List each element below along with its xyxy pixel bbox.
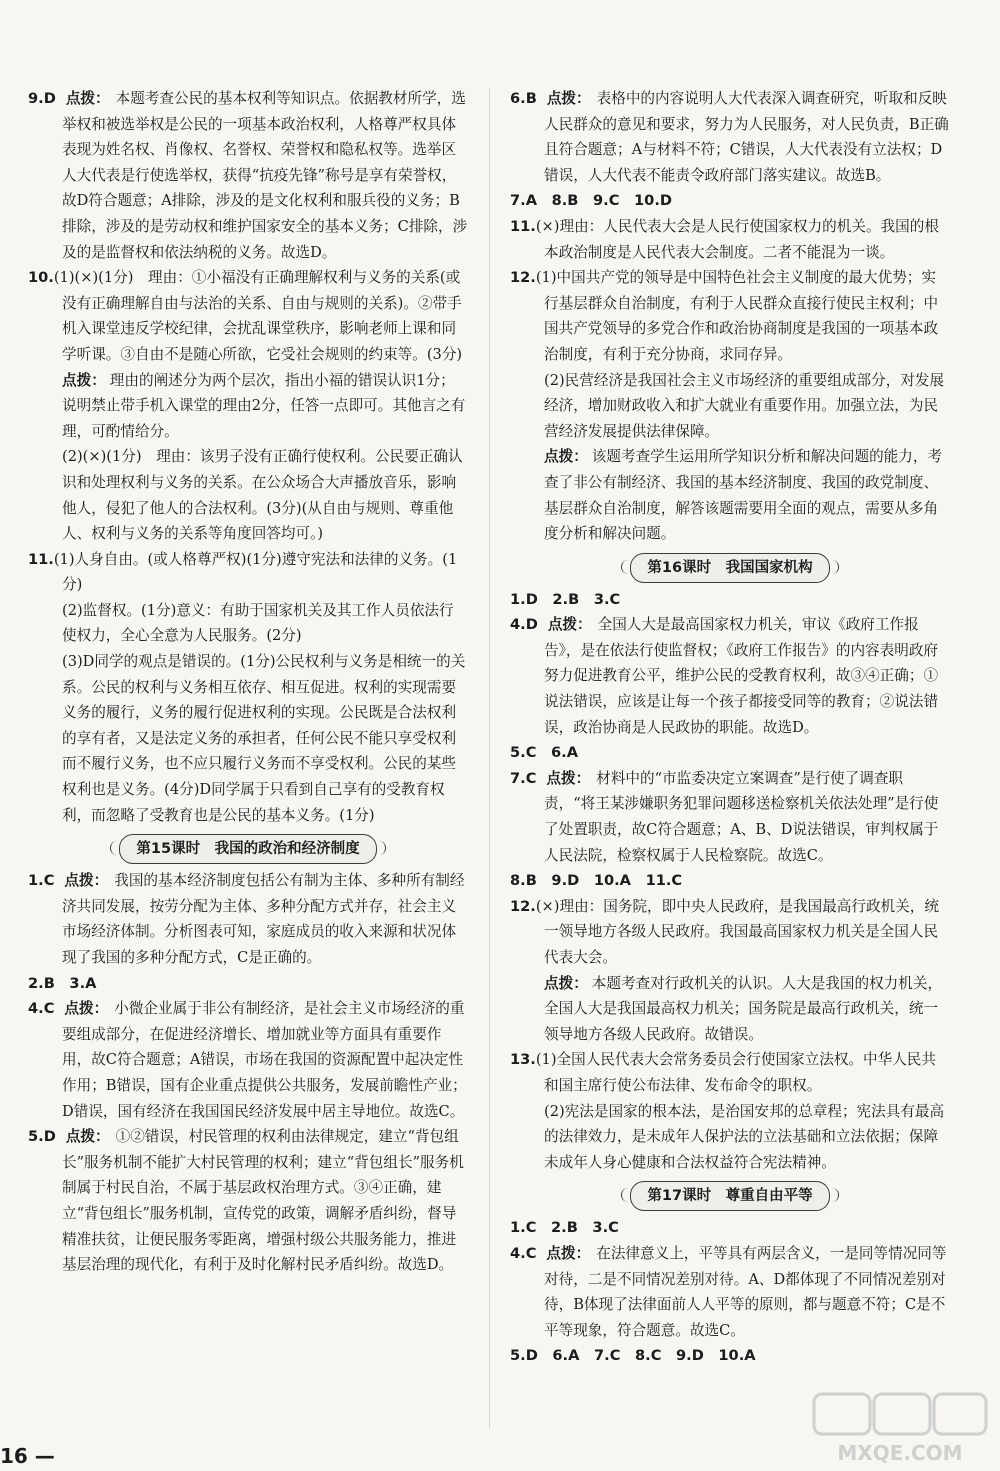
lesson-15-title: 第15课时 我国的政治和经济制度	[119, 834, 376, 864]
lesson16-answers-8-11: 8.B 9.D 10.A 11.C	[510, 872, 683, 890]
answer-6: 6.B 点拨： 表格中的内容说明人大代表深入调查研究，听取和反映人民群众的意见和要求，努力为人民服务，对人民负责，B正确且符合题意；A与材料不符；C错误，人大代表没有立法权；D错误，人大代表不能责令政府部门落实建议。故选B。	[510, 90, 949, 184]
answer-11: 11.(1)人身自由。(或人格尊严权)(1分)遵守宪法和法律的义务。(1分)	[28, 550, 458, 594]
page-number: 16 —	[0, 1444, 55, 1468]
svg-text:MXQE.COM: MXQE.COM	[837, 1441, 963, 1465]
answer-12: 12.(1)中国共产党的领导是中国特色社会主义制度的最大优势；实行基层群众自治制度，有利于人民群众直接行使民主权利；中国共产党领导的多党合作和政治协商制度是我国的一项基本政治制度，有利于充分协商，求同存异。	[510, 269, 939, 363]
lesson16-answer-7: 7.C 点拨： 材料中的“市监委决定立案调查”是行使了调查职责，“将王某涉嫌职务犯罪问题移送检察机关依法处理”是行使了处置职责，故C符合题意；A、B、D说法错误，审判权属于人民法院，检察权属于人民检察院。故选C。	[510, 769, 939, 864]
lesson15-answer-4: 4.C 点拨： 小微企业属于非公有制经济，是社会主义市场经济的重要组成部分，在促进经济增长、增加就业等方面具有重要作用，故C符合题意；A错误，市场在我国的资源配置中起决定性作用；B错误，国有企业重点提供公共服务，发展前瞻性产业；D错误，国有经济在我国国民经济发展中居主导地位。故选C。	[28, 1000, 467, 1120]
lesson16-answer-12: 12.(×)理由：国务院，即中央人民政府，是我国最高行政机关，统一领导地方各级人民政府。我国最高国家权力机关是全国人民代表大会。	[510, 897, 939, 966]
lesson16-answers-5-6: 5.C 6.A	[510, 744, 578, 762]
lesson15-answers-2-3: 2.B 3.A	[28, 974, 97, 992]
column-divider	[489, 88, 490, 1428]
left-column	[28, 86, 468, 1278]
answer-9: 9.D 点拨： 本题考查公民的基本权利等知识点。依据教材所学，选举权和被选举权是公民的一项基本政治权利，人格尊严权具体表现为姓名权、肖像权、名誉权、荣誉权和隐私权等。选举区人大代表是行使选举权，获得“抗疫先锋”称号是享有荣誉权，故D符合题意；A排除，涉及的是文化权利和服兵役的义务；B排除，涉及的是劳动权和维护国家安全的基本义务；C排除，涉及的是监督权和依法纳税的义务。故选D。	[28, 90, 468, 261]
answer-11-part3: (3)D同学的观点是错误的。(1分)公民权利与义务是相统一的关系。公民的权利与义务相互依存、相互促进。权利的实现需要义务的履行，义务的履行促进权利的实现。公民既是合法权利的享有者，又是法定义务的承担者，任何公民不能只享受权利而不履行义务，也不应只履行义务而不享受权利。公民的某些权利也是义务。(4分)D同学属于只看到自己享有的受教育权利，而忽略了受教育也是公民的基本义务。(1分)	[62, 653, 466, 824]
lesson15-answer-1: 1.C 点拨： 我国的基本经济制度包括公有制为主体、多种所有制经济共同发展，按劳分配为主体、多种分配方式并存，社会主义市场经济体制。分析图表可知，家庭成员的收入来源和状况体现了我国的多种分配方式，C是正确的。	[28, 872, 465, 966]
answer-10-note: 点拨： 理由的阐述分为两个层次，指出小福的错误认识1分；说明禁止带手机入课堂的理由2分，任答一点即可。其他言之有理，可酌情给分。	[62, 371, 466, 440]
lesson-17-title: 第17课时 尊重自由平等	[630, 1181, 829, 1211]
lesson17-answers-5-10: 5.D 6.A 7.C 8.C 9.D 10.A	[510, 1347, 756, 1365]
answer-10-part2: (2)(×)(1分) 理由：该男子没有正确行使权利。公民要正确认识和处理权利与义务的关系。在公众场合大声播放音乐，影响他人，侵犯了他人的合法权利。(3分)(从自由与规则、尊重他人、权利与义务的关系等角度回答均可。)	[62, 448, 463, 543]
lesson16-answer-13: 13.(1)全国人民代表大会常务委员会行使国家立法权。中华人民共和国主席行使公布法律、发布命令的职权。	[510, 1051, 936, 1094]
lesson16-answer-13-part2: (2)宪法是国家的根本法，是治国安邦的总章程；宪法具有最高的法律效力，是未成年人保护法的立法基础和立法依据；保障未成年人身心健康和合法权益符合宪法精神。	[544, 1102, 945, 1171]
lesson16-answer-4: 4.D 点拨： 全国人大是最高国家权力机关，审议《政府工作报告》，是在依法行使监督权；《政府工作报告》的内容表明政府努力促进教育公平，维护公民的受教育权利，故③④正确；①说法错误，应该是让每一个孩子都接受同等的教育；②说法错误，政治协商是人民政协的职能。故选D。	[510, 616, 939, 736]
answer-11-part2: (2)监督权。(1分)意义：有助于国家机关及其工作人员依法行使权力，全心全意为人民服务。(2分)	[62, 601, 454, 645]
lesson17-answer-4: 4.C 点拨： 在法律意义上，平等具有两层含义，一是同等情况同等对待，二是不同情况差别对待。A、D都体现了不同情况差别对待，B体现了法律面前人人平等的原则，都与题意不符；C是不平等现象，符合题意。故选C。	[510, 1244, 947, 1339]
answer-12-note: 点拨： 该题考查学生运用所学知识分析和解决问题的能力，考查了非公有制经济、我国的基本经济制度、我国的政党制度、基层群众自治制度，解答该题需要用全面的观点，需要从多角度分析和解决问题。	[544, 448, 943, 543]
answer-11-right: 11.(×)理由：人民代表大会是人民行使国家权力的机关。我国的根本政治制度是人民代表大会制度。二者不能混为一谈。	[510, 217, 939, 261]
lesson-16-title: 第16课时 我国国家机构	[630, 553, 829, 583]
answer-12-part2: (2)民营经济是我国社会主义市场经济的重要组成部分，对发展经济，增加财政收入和扩大就业有重要作用。加强立法，为民营经济发展提供法律保障。	[544, 371, 945, 440]
answers-7-10: 7.A 8.B 9.C 10.D	[510, 192, 672, 210]
right-column	[510, 86, 950, 1369]
lesson16-answer-12-note: 点拨： 本题考查对行政机关的认识。人大是我国的权力机关，全国人大是我国最高权力机关；国务院是最高行政机关，统一领导地方各级人民政府。故错误。	[544, 974, 943, 1043]
lesson15-answer-5: 5.D 点拨： ①②错误，村民管理的权利由法律规定，建立“背包组长”服务机制不能扩大村民管理的权利；建立“背包组长”服务机制属于村民自治，不属于基层政权治理方式。③④正确，建立“背包组长”服务机制，宣传党的政策，调解矛盾纠纷，督导精准扶贫，让便民服务零距离，增强村级公共服务能力，推进基层治理的现代化，有利于及时化解村民矛盾纠纷。故选D。	[28, 1128, 464, 1274]
answer-10: 10.(1)(×)(1分) 理由：①小福没有正确理解权利与义务的关系(或没有正确理解自由与法治的关系、自由与规则的关系)。②带手机入课堂违反学校纪律，会扰乱课堂秩序，影响老师上课和同学听课。③自由不是随心所欲，它受社会规则的约束等。(3分)	[28, 269, 463, 363]
lesson16-answers-1-3: 1.D 2.B 3.C	[510, 590, 621, 608]
watermark-logo	[810, 1390, 990, 1466]
lesson17-answers-1-3: 1.C 2.B 3.C	[510, 1219, 619, 1237]
